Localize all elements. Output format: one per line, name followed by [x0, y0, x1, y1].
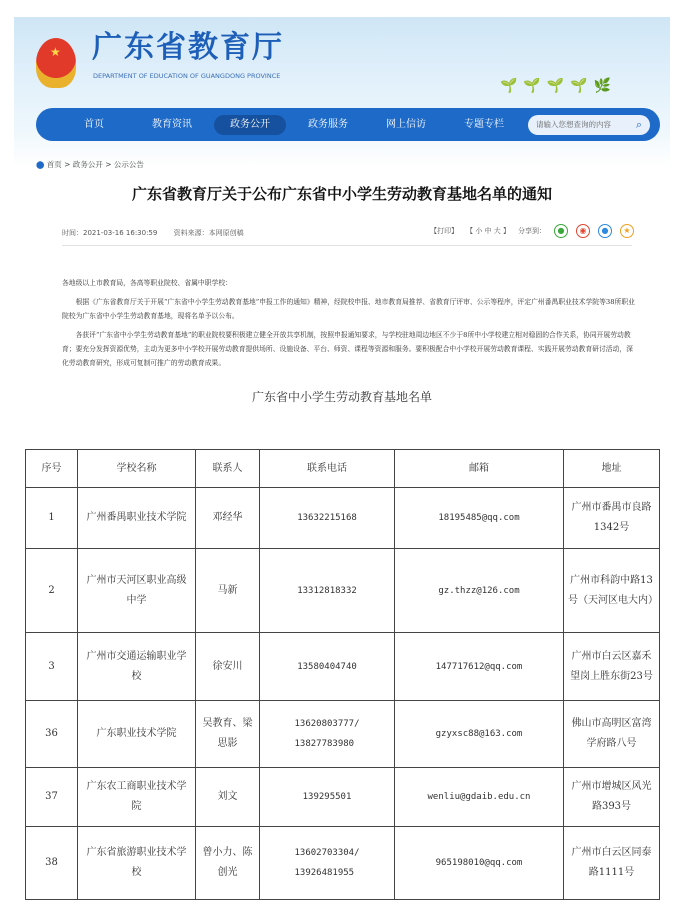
cell-index: 2	[26, 549, 78, 633]
cell-address: 广州市番禺市良路1342号	[564, 488, 660, 549]
nav-home[interactable]: 首页	[84, 118, 104, 130]
cell-index: 3	[26, 633, 78, 701]
cell-email: wenliu@gdaib.edu.cn	[395, 768, 564, 827]
cell-contact: 徐安川	[196, 633, 260, 701]
cell-phone: 139295501	[260, 768, 395, 827]
table-row	[26, 701, 660, 768]
cell-address: 广州市科韵中路13号（天河区电大内）	[564, 549, 660, 633]
cell-school: 广州市交通运输职业学校	[78, 633, 196, 701]
print-button[interactable]: 【打印】	[430, 227, 459, 235]
col-header: 联系电话	[260, 450, 395, 488]
weibo-share-icon[interactable]: ◉	[576, 224, 590, 238]
search-placeholder: 请输入您想查询的内容	[536, 120, 611, 129]
cell-school: 广东省旅游职业技术学校	[78, 827, 196, 900]
cell-school: 广东职业技术学院	[78, 701, 196, 768]
cell-school: 广州番禺职业技术学院	[78, 488, 196, 549]
paragraph-2: 各获评“广东省中小学生劳动教育基地”的职业院校要积极建立健全开放共享机制，按照申报通知要求，与学校驻地周边地区不少于8所中小学校建立相对稳固的合作关系，协同开展劳动教育；要充分发挥资源优势，主动为更多中小学校开展劳动教育提供场所、设施设备、平台、师资、课程等资源和服务。要积极配合中小学校开展劳动教育课程、实践开展劳动教育研讨活动，深化劳动教育研究，形成可复制可推广的劳动教育成果。	[62, 331, 633, 367]
phone-numbers: 13620803777/13827783980	[294, 719, 360, 749]
page-title: 广东省教育厅关于公布广东省中小学生劳动教育基地名单的通知	[131, 185, 552, 203]
main-nav	[36, 108, 660, 141]
nav-petition[interactable]: 网上信访	[386, 118, 426, 130]
font-size-controls[interactable]: 【 小 中 大 】	[466, 227, 510, 235]
cell-email: 18195485@qq.com	[395, 488, 564, 549]
article-tools	[430, 224, 634, 238]
cell-index: 1	[26, 488, 78, 549]
col-header: 地址	[564, 450, 660, 488]
cell-contact: 邓经华	[196, 488, 260, 549]
wechat-share-icon[interactable]: ●	[554, 224, 568, 238]
col-header: 邮箱	[395, 450, 564, 488]
breadcrumb: ⬤ 首页 > 政务公开 > 公示公告	[36, 160, 144, 169]
search-icon[interactable]: ⌕	[635, 118, 642, 131]
sprouts-decoration-icon: 🌱🌱🌱🌱🌿	[500, 78, 618, 94]
nav-services[interactable]: 政务服务	[308, 118, 348, 130]
location-pin-icon: ⬤	[36, 160, 45, 169]
list-title: 广东省中小学生劳动教育基地名单	[251, 390, 432, 404]
breadcrumb-notice[interactable]: 公示公告	[113, 160, 144, 169]
publish-time: 时间：2021-03-16 16:30:59	[62, 229, 158, 237]
cell-contact: 刘文	[196, 768, 260, 827]
article-body	[62, 276, 637, 367]
salutation: 各地级以上市教育局，各高等职业院校、省属中职学校：	[62, 279, 232, 287]
nav-news[interactable]: 教育资讯	[152, 118, 192, 130]
site-logo-title[interactable]: 广东省教育厅	[92, 30, 284, 65]
col-header: 学校名称	[78, 450, 196, 488]
cell-address: 广州市增城区风光路393号	[564, 768, 660, 827]
table-row	[26, 633, 660, 701]
table-row	[26, 488, 660, 549]
breadcrumb-home[interactable]: 首页	[46, 160, 62, 169]
breadcrumb-gov[interactable]: 政务公开	[72, 160, 103, 169]
nav-topics[interactable]: 专题专栏	[464, 118, 504, 130]
cell-contact: 马新	[196, 549, 260, 633]
cell-phone: 13632215168	[260, 488, 395, 549]
table-row	[26, 827, 660, 900]
national-emblem-icon: ★	[36, 38, 76, 88]
cell-index: 37	[26, 768, 78, 827]
cell-phone: 13580404740	[260, 633, 395, 701]
phone-numbers: 13602703304/13926481955	[294, 848, 360, 878]
paragraph-1: 根据《广东省教育厅关于开展“广东省中小学生劳动教育基地”申报工作的通知》精神，经院校申报、地市教育局推荐、省教育厅评审、公示等程序，评定广州番禺职业技术学院等38所职业院校为广东省中小学生劳动教育基地，现将名单予以公布。	[62, 298, 635, 320]
cell-email: 965198010@qq.com	[395, 827, 564, 900]
cell-index: 38	[26, 827, 78, 900]
school-table	[25, 449, 660, 900]
cell-email: gz.thzz@126.com	[395, 549, 564, 633]
table-header-row	[26, 450, 660, 488]
table-row	[26, 768, 660, 827]
source: 资料来源：本网原创稿	[173, 229, 244, 237]
divider	[62, 245, 632, 246]
search-input[interactable]	[528, 115, 650, 135]
col-header: 联系人	[196, 450, 260, 488]
cell-phone	[260, 701, 395, 768]
table-row	[26, 549, 660, 633]
cell-contact: 曾小力、陈创光	[196, 827, 260, 900]
cell-phone	[260, 827, 395, 900]
cell-address: 广州市白云区嘉禾望岗上胜东街23号	[564, 633, 660, 701]
col-header: 序号	[26, 450, 78, 488]
cell-email: 147717612@qq.com	[395, 633, 564, 701]
cell-address: 广州市白云区同泰路1111号	[564, 827, 660, 900]
cell-email: gzyxsc88@163.com	[395, 701, 564, 768]
site-logo-subtitle: DEPARTMENT OF EDUCATION OF GUANGDONG PROVINCE	[93, 72, 281, 80]
share-label: 分享到：	[518, 227, 546, 235]
cell-school: 广州市天河区职业高级中学	[78, 549, 196, 633]
cell-address: 佛山市高明区富湾学府路八号	[564, 701, 660, 768]
nav-government-affairs[interactable]: 政务公开	[214, 115, 286, 135]
qq-share-icon[interactable]: ●	[598, 224, 612, 238]
cell-school: 广东农工商职业技术学院	[78, 768, 196, 827]
qzone-share-icon[interactable]: ★	[620, 224, 634, 238]
cell-index: 36	[26, 701, 78, 768]
article-meta	[62, 228, 258, 238]
cell-phone: 13312818332	[260, 549, 395, 633]
cell-contact: 吴教育、梁思影	[196, 701, 260, 768]
